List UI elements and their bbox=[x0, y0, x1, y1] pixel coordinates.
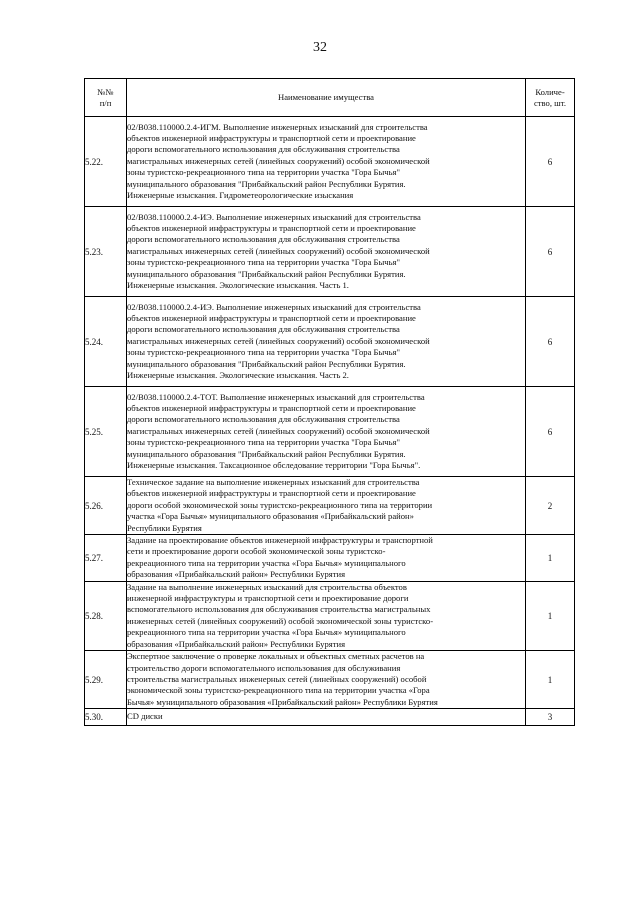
header-name: Наименование имущества bbox=[127, 79, 526, 117]
table-row bbox=[85, 117, 575, 207]
row-number: 5.25. bbox=[85, 387, 127, 477]
table-row bbox=[85, 207, 575, 297]
table-row bbox=[85, 535, 575, 582]
row-quantity: 2 bbox=[526, 477, 575, 535]
row-name: Задание на выполнение инженерных изысканий для строительства объектов инженерной инфраструктуры и транспортной сети и проектирование дороги вспомогательного использования для обслуживания строительства магистральных инженерных сетей (линейных сооружений) особой экономической зоны туристско- рекреационного типа на территории участка «Гора Бычья» муниципального образования «Прибайкальский район» Республики Бурятия bbox=[127, 581, 526, 650]
row-number: 5.30. bbox=[85, 709, 127, 726]
row-number: 5.23. bbox=[85, 207, 127, 297]
table-row bbox=[85, 387, 575, 477]
row-name: 02/В038.110000.2.4-ТОТ. Выполнение инженерных изысканий для строительства объектов инженерной инфраструктуры и транспортной сети и проектирование дороги вспомогательного использования для обслуживания строительства магистральных инженерных сетей (линейных сооружений) особой экономической зоны туристско-рекреационного типа на территории участка "Гора Бычья" муниципального образования "Прибайкальский район Республики Бурятия. Инженерные изыскания. Таксационное обследование территории "Гора Бычья". bbox=[127, 387, 526, 477]
row-number: 5.26. bbox=[85, 477, 127, 535]
table-row bbox=[85, 581, 575, 650]
row-quantity: 6 bbox=[526, 117, 575, 207]
table-row bbox=[85, 651, 575, 709]
table-row bbox=[85, 709, 575, 726]
inventory-table bbox=[84, 78, 575, 726]
row-number: 5.27. bbox=[85, 535, 127, 582]
row-name: 02/В038.110000.2.4-ИГМ. Выполнение инженерных изысканий для строительства объектов инженерной инфраструктуры и транспортной сети и проектирование дороги вспомогательного использования для обслуживания строительства магистральных инженерных сетей (линейных сооружений) особой экономической зоны туристско-рекреационного типа на территории участка "Гора Бычья" муниципального образования "Прибайкальский район Республики Бурятия. Инженерные изыскания. Гидрометеорологические изыскания bbox=[127, 117, 526, 207]
row-name: CD диски bbox=[127, 709, 526, 726]
row-name: Задание на проектирование объектов инженерной инфраструктуры и транспортной сети и проектирование дороги особой экономической зоны туристско- рекреационного типа на территории участка «Гора Бычья» муниципального образования «Прибайкальский район» Республики Бурятия bbox=[127, 535, 526, 582]
table-header-row bbox=[85, 79, 575, 117]
row-quantity: 1 bbox=[526, 581, 575, 650]
table-row bbox=[85, 477, 575, 535]
row-name: Экспертное заключение о проверке локальных и объектных сметных расчетов на строительство дороги вспомогательного использования для обслуживания строительства магистральных инженерных сетей (линейных сооружений) особой экономической зоны туристско-рекреационного типа на территории участка «Гора Бычья» муниципального образования «Прибайкальский район» Республики Бурятия bbox=[127, 651, 526, 709]
header-quantity: Количе- ство, шт. bbox=[526, 79, 575, 117]
row-quantity: 6 bbox=[526, 387, 575, 477]
row-quantity: 3 bbox=[526, 709, 575, 726]
row-quantity: 1 bbox=[526, 535, 575, 582]
header-number: №№ п/п bbox=[85, 79, 127, 117]
page-number: 32 bbox=[313, 40, 327, 55]
row-name: 02/В038.110000.2.4-ИЭ. Выполнение инженерных изысканий для строительства объектов инженерной инфраструктуры и транспортной сети и проектирование дороги вспомогательного использования для обслуживания строительства магистральных инженерных сетей (линейных сооружений) особой экономической зоны туристско-рекреационного типа на территории участка "Гора Бычья" муниципального образования "Прибайкальский район Республики Бурятия. Инженерные изыскания. Экологические изыскания. Часть 2. bbox=[127, 297, 526, 387]
table-row bbox=[85, 297, 575, 387]
row-number: 5.24. bbox=[85, 297, 127, 387]
row-quantity: 6 bbox=[526, 297, 575, 387]
row-number: 5.22. bbox=[85, 117, 127, 207]
row-name: Техническое задание на выполнение инженерных изысканий для строительства объектов инженерной инфраструктуры и транспортной сети и проектирование дороги особой экономической зоны туристско-рекреационного типа на территории участка «Гора Бычья» муниципального образования «Прибайкальский район» Республики Бурятия bbox=[127, 477, 526, 535]
row-quantity: 6 bbox=[526, 207, 575, 297]
row-number: 5.28. bbox=[85, 581, 127, 650]
row-name: 02/В038.110000.2.4-ИЭ. Выполнение инженерных изысканий для строительства объектов инженерной инфраструктуры и транспортной сети и проектирование дороги вспомогательного использования для обслуживания строительства магистральных инженерных сетей (линейных сооружений) особой экономической зоны туристско-рекреационного типа на территории участка "Гора Бычья" муниципального образования "Прибайкальский район Республики Бурятия. Инженерные изыскания. Экологические изыскания. Часть 1. bbox=[127, 207, 526, 297]
row-number: 5.29. bbox=[85, 651, 127, 709]
row-quantity: 1 bbox=[526, 651, 575, 709]
